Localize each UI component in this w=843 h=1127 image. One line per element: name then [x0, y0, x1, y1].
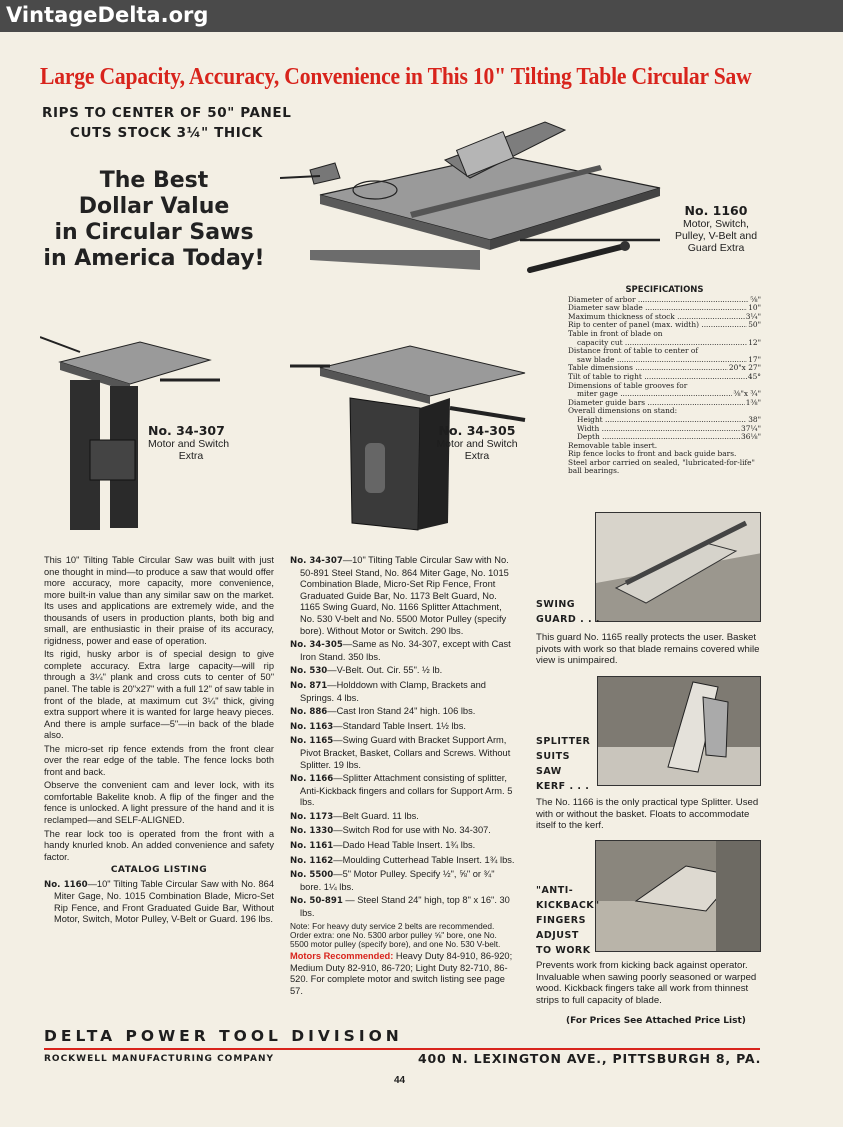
catalog-item-text: —10" Tilting Table Circular Saw with No. 50-891 Steel Stand, No. 864 Miter Gage, No. 1015 Combination Blade, Micro-Set Rip Fence, Front Graduated Guide Bar, No. 1173 Belt Guard, No. 1165 Swing Guard, No. 1166 Splitter Attachment, No. 530 V-belt and No. 5500 Motor Pulley (specify bore). Without Motor or Switch. 290 lbs. [300, 555, 509, 636]
spec-label: Distance front of table to center of [568, 347, 699, 356]
spec-row [568, 296, 761, 305]
model-34-307-number: No. 34-307 [148, 423, 225, 438]
swing-guard-desc: This guard No. 1165 really protects the user. Basket pivots with work so that blade remains covered while view is unimpaired. [536, 632, 760, 666]
spec-row [568, 356, 761, 365]
model-34-307-caption: No. 34-307 Motor and Switch Extra [148, 423, 234, 462]
body-paragraph: Its rigid, husky arbor is of special design to give complete accuracy. Extra large capacity—will rip through a 3¼" plank and cross cuts to center of 50" panel. The table is 20"x27" with a full 12" of saw table in front of the blade, at maximum cut 3¼" thick, giving extra support where it is wanted for large heavy pieces. And there is ample surface—5"—in back of the blade also. [44, 649, 274, 741]
subhead-cuts: CUTS STOCK 3¼" THICK [70, 125, 263, 141]
catalog-listing-heading: CATALOG LISTING [110, 865, 208, 876]
catalog-item [290, 721, 516, 734]
catalog-item-number: No. 1163 [290, 721, 334, 732]
catalog-item-text: —Holddown with Clamp, Brackets and Springs. 4 lbs. [300, 679, 486, 703]
spec-label: Diameter guide bars ..... [568, 399, 745, 408]
catalog-item-number: No. 34-307 [290, 556, 343, 566]
catalog-item-number: No. 530 [290, 666, 328, 677]
saw-1160-illustration [280, 100, 680, 275]
catalog-item-text: —Standard Table Insert. 1½ lbs. [333, 720, 466, 731]
spec-value: 50" [748, 321, 761, 330]
spec-value: 37¼" [741, 424, 761, 433]
catalog-item [290, 555, 516, 637]
spec-value: 36⅛" [741, 433, 761, 442]
anti-kickback-label: "ANTI- KICKBACK" FINGERS ADJUST TO WORK [536, 885, 600, 956]
spec-label: Rip to center of panel (max. width) ..... [568, 321, 747, 330]
splitter-desc: The No. 1166 is the only practical type Splitter. Used with or without the basket. Floats to accommodate itself to the kerf. [536, 797, 759, 831]
catalog-item [290, 895, 516, 919]
catalog-item-number: No. 1161 [290, 841, 334, 852]
spec-row [568, 407, 761, 416]
spec-row [568, 304, 761, 313]
spec-value: 38" [748, 415, 761, 424]
body-paragraph: Observe the convenient cam and lever lock, with its comfortable Bakelite knob. A flip of the finger and the fence is unlocked. A light pressure of the hand and it is reclamped—and SELF-ALIGNED. [44, 780, 274, 826]
subhead-rips: RIPS TO CENTER OF 50" PANEL [42, 105, 292, 121]
catalog-item-number: No. 34-305 [290, 640, 343, 651]
delta-division: DELTA POWER TOOL DIVISION [44, 1027, 403, 1045]
splitter-photo [597, 676, 761, 786]
price-list-note: (For Prices See Attached Price List) [566, 1016, 746, 1026]
model-34-305-number: No. 34-305 [438, 423, 516, 438]
catalog-item [290, 680, 516, 704]
body-paragraph: The micro-set rip fence extends from the front clear over the rear edge of the table. The fence locks both front and back. [44, 743, 274, 777]
motors-recommended: Motors Recommended: Heavy Duty 84-910, 86-920; Medium Duty 82-910, 86-720; Light Duty 82-710, 86-520. For complete motor and switch listing see page 57. [290, 951, 513, 997]
spec-label: miter gage ..... [577, 390, 732, 399]
spec-label: saw blade ..... [577, 356, 747, 365]
catalog-item-number: No. 886 [290, 707, 328, 718]
spec-value: 10" [748, 304, 761, 313]
best-value-slogan: The Best Dollar Value in Circular Saws in America Today! [43, 168, 265, 271]
catalog-item-text: —Dado Head Table Insert. 1¾ lbs. [333, 840, 476, 851]
catalog-item-number: No. 5500 [290, 870, 334, 881]
description-column [44, 555, 274, 928]
spec-label: Diameter saw blade ..... [568, 304, 747, 313]
model-1160-number: No. 1160 [684, 203, 748, 218]
spec-label: Dimensions of table grooves for [568, 381, 688, 390]
spec-label: Depth ..... [577, 433, 740, 442]
spec-row [568, 347, 761, 356]
catalog-item-number: No. 1330 [290, 826, 334, 837]
catalog-item-number: No. 50-891 [290, 896, 343, 907]
catalog-item-text: —5" Motor Pulley. Specify ½", ⅝" or ¾" bore. 1¼ lbs. [300, 869, 495, 892]
body-paragraph: This 10" Tilting Table Circular Saw was built with just one thought in mind—to produce a saw that would offer more accuracy, more capacity, more convenience, more built-in value than any similar saw on the market. Its uses and applications are extremely wide, and the thousands of users in production plants, both big and small, are enthusiastic in their praise of its accuracy, rigidness, power and ease of operation. [44, 555, 274, 646]
spec-row [568, 373, 761, 382]
catalog-item-text: —Switch Rod for use with No. 34-307. [333, 825, 491, 836]
catalog-item-number: No. 871 [290, 680, 328, 691]
catalog-item [290, 825, 516, 838]
spec-row [568, 399, 761, 408]
spec-value: 1⅜" [745, 398, 761, 407]
site-banner-title: VintageDelta.org [6, 3, 209, 27]
specifications-panel [568, 286, 761, 476]
footer-rule [44, 1048, 760, 1050]
specifications-rows [568, 296, 761, 442]
page-headline: Large Capacity, Accuracy, Convenience in This 10" Tilting Table Circular Saw [40, 64, 752, 90]
catalog-item [290, 706, 516, 719]
specifications-title: SPECIFICATIONS [625, 285, 704, 295]
spec-label: Table in front of blade on [568, 329, 663, 338]
rockwell-company: ROCKWELL MANUFACTURING COMPANY [44, 1054, 275, 1064]
spec-value: ⅜"x ¾" [733, 390, 761, 399]
spec-value: ⅝" [750, 295, 761, 304]
spec-value: 12" [748, 338, 761, 347]
catalog-item-text: —Same as No. 34-307, except with Cast Iron Stand. 350 lbs. [300, 639, 511, 662]
spec-label: Width ..... [577, 425, 740, 434]
catalog-item [290, 639, 516, 663]
catalog-item [290, 869, 516, 893]
spec-row [568, 321, 761, 330]
anti-kickback-photo [595, 840, 761, 952]
spec-label: Overall dimensions on stand: [568, 407, 678, 416]
spec-value: 3¼" [745, 312, 761, 321]
catalog-item-text: —Cast Iron Stand 24" high. 106 lbs. [327, 706, 476, 717]
catalog-item-text: —Moulding Cutterhead Table Insert. 1¾ lbs. [333, 854, 515, 865]
catalog-item [290, 811, 516, 824]
spec-row [568, 364, 761, 373]
spec-label: Maximum thickness of stock ..... [568, 313, 745, 322]
spec-label: Tilt of table to right ..... [568, 373, 747, 382]
catalog-item-number: No. 1173 [290, 811, 334, 822]
model-34-305-caption: No. 34-305 Motor and Switch Extra [432, 423, 522, 462]
catalog-item: No. 1160—10" Tilting Table Circular Saw with No. 864 Miter Gage, No. 1015 Combination Blade, Micro-Set Rip Fence, and Front Graduated Guide Bar, Without Motor, Switch, Motor Pulley, V-Belt or Guard. 196 lbs. [44, 878, 274, 925]
model-1160-caption: No. 1160 Motor, Switch, Pulley, V-Belt and Guard Extra [668, 203, 764, 254]
anti-kickback-desc: Prevents work from kicking back against operator. Invaluable when sawing poorly seasoned or warped wood. Kickback fingers take all work from thinnest strips to full capacity of blade. [536, 960, 757, 1006]
spec-label: Diameter of arbor ..... [568, 296, 749, 305]
catalog-item [290, 855, 516, 868]
body-paragraph: The rear lock too is operated from the front with a handy knurled knob. An added convenience and safety factor. [44, 828, 274, 862]
catalog-item-number: No. 1162 [290, 855, 334, 866]
swing-guard-label: SWING GUARD . . . [536, 599, 601, 625]
catalog-item-text: —Belt Guard. 11 lbs. [333, 810, 419, 821]
spec-row [568, 425, 761, 434]
spec-row [568, 330, 761, 339]
spec-row [568, 416, 761, 425]
spec-label: capacity cut ..... [577, 339, 747, 348]
catalog-item [290, 735, 516, 771]
splitter-label: SPLITTER SUITS SAW KERF . . . [536, 736, 591, 792]
catalog-item [290, 840, 516, 853]
catalog-item [290, 665, 516, 678]
spec-row [568, 313, 761, 322]
swing-guard-photo [595, 512, 761, 622]
spec-note: Removable table insert. [568, 440, 658, 450]
spec-value: 45° [747, 372, 761, 381]
spec-row [568, 339, 761, 348]
heavy-duty-note: Note: For heavy duty service 2 belts are recommended. Order extra: one No. 5300 arbor pulley ⅝" bore, one No. 5500 motor pulley (specify bore), and one No. 530 V-belt. [290, 920, 501, 950]
catalog-item-text: —Swing Guard with Bracket Support Arm, Pivot Bracket, Basket, Collars and Screws. Without Splitter. 19 lbs. [300, 735, 511, 770]
spec-row [568, 382, 761, 391]
spec-value: 17" [748, 355, 761, 364]
company-address: 400 N. LEXINGTON AVE., PITTSBURGH 8, PA. [418, 1051, 762, 1066]
catalog-item-text: —V-Belt. Out. Cir. 55". ½ lb. [327, 665, 443, 676]
page-number: 44 [394, 1075, 406, 1086]
spec-label: Height ..... [577, 416, 746, 425]
catalog-item-text: — Steel Stand 24" high, top 8" x 16". 30 lbs. [300, 895, 510, 919]
spec-note: Steel arbor carried on sealed, "lubricated-for-life" ball bearings. [568, 457, 755, 476]
spec-value: 20"x 27" [728, 364, 761, 373]
catalog-item-text: —Splitter Attachment consisting of splitter, Anti-Kickback fingers and collars for Support Arm. 5 lbs. [300, 773, 513, 808]
spec-note: Rip fence locks to front and back guide bars. [568, 449, 737, 459]
catalog-listing-column [290, 555, 516, 1000]
catalog-item [290, 773, 516, 809]
spec-row [568, 390, 761, 399]
catalog-item-number: No. 1166 [290, 774, 334, 785]
spec-label: Table dimensions ..... [568, 364, 728, 373]
catalog-item-number: No. 1165 [290, 736, 334, 747]
